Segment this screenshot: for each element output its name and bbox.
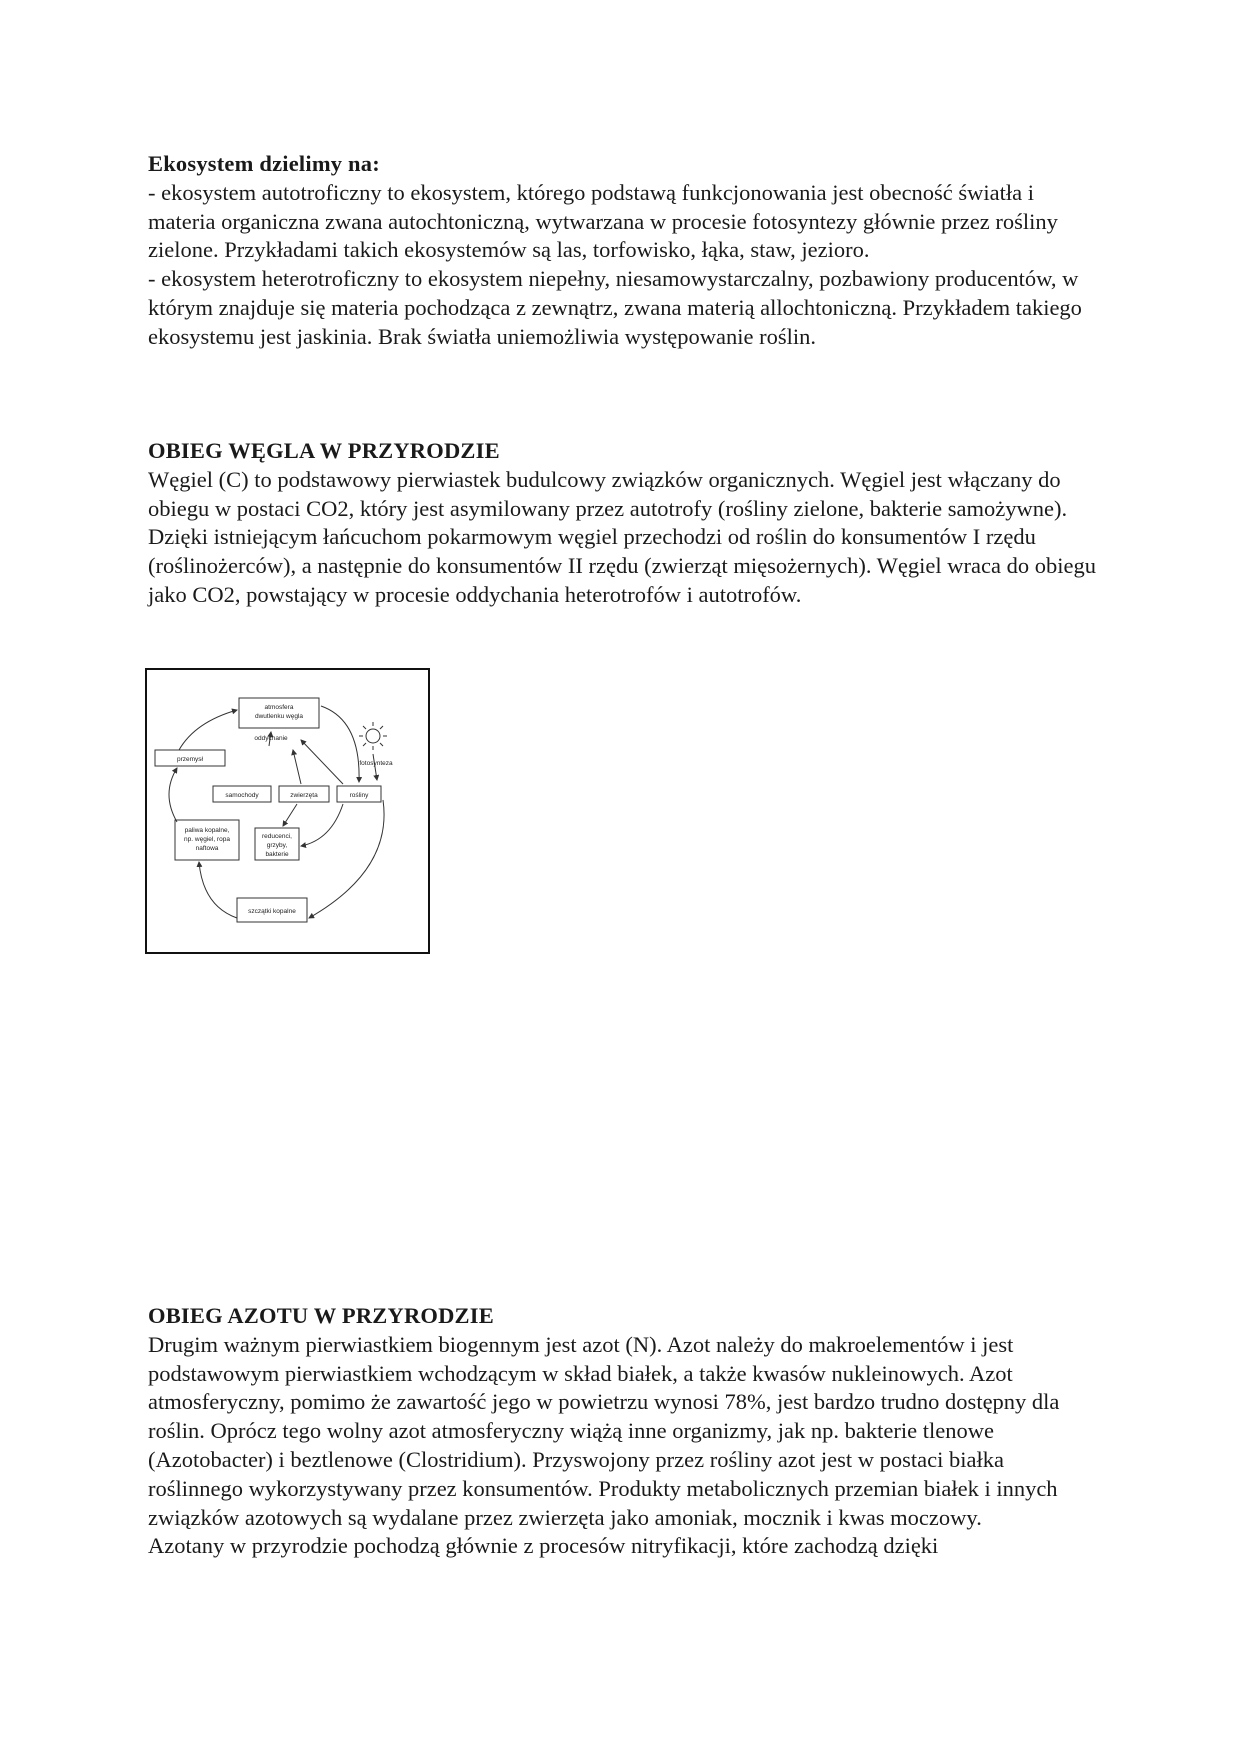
decomposers-label-line2: grzyby,	[266, 842, 288, 849]
respiration-label: oddychanie	[254, 735, 288, 742]
decomposers-label-line3: bakterie	[265, 851, 289, 858]
sun-icon	[359, 722, 387, 750]
arrow-fossils-to-fuels	[199, 862, 237, 918]
atmosphere-label-line2: dwutlenku węgla	[254, 713, 304, 720]
animals-label: zwierzęta	[290, 792, 318, 799]
intro-item-autotrophic: - ekosystem autotroficzny to ekosystem, którego podstawą funkcjonowania jest obecność światła i materia organiczna zwana autochtoniczną, wytwarzana w procesie fotosyntezy głównie przez rośliny zielone. Przykładami takich ekosystemów są las, torfowisko, łąka, staw, jezioro.	[148, 179, 1058, 263]
nitrogen-heading: OBIEG AZOTU W PRZYRODZIE	[148, 1303, 494, 1328]
photosynthesis-label: fotosynteza	[359, 760, 393, 767]
plants-label: rośliny	[349, 792, 369, 799]
arrow-plants-to-decomposers	[301, 804, 343, 846]
intro-item-heterotrophic: - ekosystem heterotroficzny to ekosystem niepełny, niesamowystarczalny, pozbawiony producentów, w którym znajduje się materia pochodząca z zewnątrz, zwana materią allochtoniczną. Przykładem takiego ekosystemu jest jaskinia. Brak światła uniemożliwia występowanie roślin.	[148, 266, 1082, 349]
fossils-label: szczątki kopalne	[248, 908, 296, 915]
arrow-animals-to-respiration	[293, 750, 301, 784]
fuels-label-line1: paliwa kopalne,	[184, 827, 230, 834]
nitrogen-section	[148, 1302, 1098, 1561]
carbon-cycle-svg	[147, 670, 428, 952]
carbon-section	[148, 437, 1098, 610]
industry-label: przemysł	[176, 756, 204, 763]
decomposers-label-line1: reducenci,	[262, 833, 292, 840]
fuels-label-line3: naftowa	[195, 845, 219, 852]
fuels-label-line2: np. węgiel, ropa	[184, 836, 230, 843]
atmosphere-label-line1: atmosfera	[264, 704, 294, 711]
intro-heading: Ekosystem dzielimy na:	[148, 151, 380, 176]
arrow-sun-rays	[373, 754, 377, 780]
arrow-atmosphere-to-plants	[321, 706, 359, 782]
nitrogen-paragraph-2: Azotany w przyrodzie pochodzą głównie z procesów nitryfikacji, które zachodzą dzięki	[148, 1533, 939, 1559]
intro-section	[148, 150, 1098, 352]
carbon-cycle-diagram	[145, 668, 430, 954]
carbon-paragraph: Węgiel (C) to podstawowy pierwiastek budulcowy związków organicznych. Węgiel jest włączany do obiegu w postaci CO2, który jest asymilowany przez autotrofy (rośliny zielone, bakterie samożywne). Dzięki istniejącym łańcuchom pokarmowym węgiel przechodzi od roślin do konsumentów I rzędu (roślinożerców), a następnie do konsumentów II rzędu (zwierząt mięsożernych). Węgiel wraca do obiegu jako CO2, powstający w procesie oddychania heterotrofów i autotrofów.	[148, 466, 1096, 607]
arrow-plants-to-fossils	[309, 800, 384, 918]
arrow-fuels-to-industry	[169, 768, 177, 822]
nitrogen-paragraph: Drugim ważnym pierwiastkiem biogennym jest azot (N). Azot należy do makroelementów i jest podstawowym pierwiastkiem wchodzącym w skład białek, a także kwasów nukleinowych. Azot atmosferyczny, pomimo że zawartość jego w powietrzu wynosi 78%, jest bardzo trudno dostępny dla roślin. Oprócz tego wolny azot atmosferyczny wiążą inne organizmy, jak np. bakterie tlenowe (Azotobacter) i beztlenowe (Clostridium). Przyswojony przez rośliny azot jest w postaci białka roślinnego wykorzystywany przez konsumentów. Produkty metabolicznych przemian białek i innych związków azotowych są wydalane przez zwierzęta jako amoniak, mocznik i kwas moczowy.	[148, 1331, 1060, 1530]
arrow-plants-to-respiration	[301, 740, 343, 784]
arrow-animals-to-decomposers	[283, 804, 297, 826]
carbon-heading: OBIEG WĘGLA W PRZYRODZIE	[148, 438, 500, 463]
vehicles-label: samochody	[225, 792, 259, 799]
arrow-industry-to-atmosphere	[179, 710, 237, 750]
